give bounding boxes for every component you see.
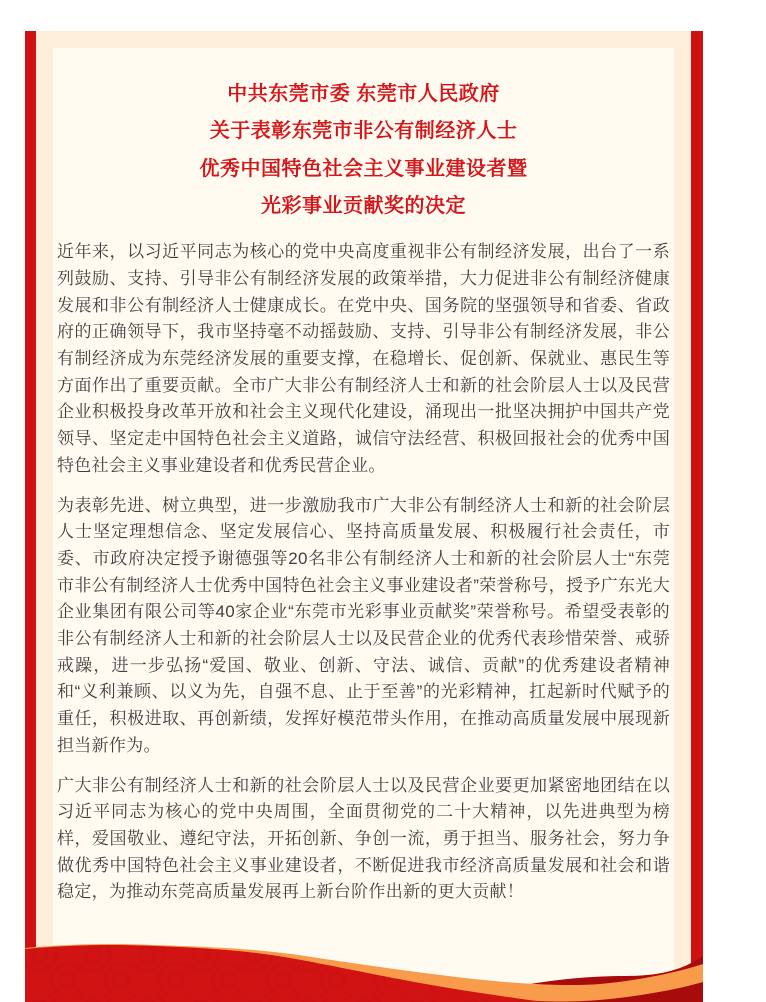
document-content-area xyxy=(53,48,674,1002)
footer-wave-decoration xyxy=(25,940,703,1002)
title-line-3: 优秀中国特色社会主义事业建设者暨 xyxy=(199,157,528,180)
document-body xyxy=(57,239,670,906)
title-line-2: 关于表彰东莞市非公有制经济人士 xyxy=(209,120,518,143)
title-line-4: 光彩事业贡献奖的决定 xyxy=(261,194,466,217)
title-line-1: 中共东莞市委 东莞市人民政府 xyxy=(227,83,500,105)
paragraph-1: 近年来，以习近平同志为核心的党中央高度重视非公有制经济发展，出台了一系列鼓励、支持、引导非公有制经济发展的政策举措，大力促进非公有制经济健康发展和非公有制经济人士健康成长。在党中央、国务院的坚强领导和省委、省政府的正确领导下，我市坚持毫不动摇鼓励、支持、引导非公有制经济发展，非公有制经济成为东莞经济发展的重要支撑，在稳增长、促创新、保就业、惠民生等方面作出了重要贡献。全市广大非公有制经济人士和新的社会阶层人士以及民营企业积极投身改革开放和社会主义现代化建设，涌现出一批坚决拥护中国共产党领导、坚定走中国特色社会主义道路，诚信守法经营、积极回报社会的优秀中国特色社会主义事业建设者和优秀民营企业。 xyxy=(57,242,670,475)
paragraph-3: 广大非公有制经济人士和新的社会阶层人士以及民营企业要更加紧密地团结在以习近平同志为核心的党中央周围，全面贯彻党的二十大精神，以先进典型为榜样，爱国敬业、遵纪守法，开拓创新、争创一流，勇于担当、服务社会，努力争做优秀中国特色社会主义事业建设者，不断促进我市经济高质量发展和社会和谐稳定，为推动东莞高质量发展再上新台阶作出新的更大贡献！ xyxy=(57,775,670,902)
document-title xyxy=(57,76,670,225)
document-card xyxy=(25,31,703,1002)
paragraph-2: 为表彰先进、树立典型，进一步激励我市广大非公有制经济人士和新的社会阶层人士坚定理想信念、坚定发展信心、坚持高质量发展、积极履行社会责任，市委、市政府决定授予谢德强等20名非公有制经济人士和新的社会阶层人士“东莞市非公有制经济人士优秀中国特色社会主义事业建设者”荣誉称号，授予广东光大企业集团有限公司等40家企业“东莞市光彩事业贡献奖”荣誉称号。希望受表彰的非公有制经济人士和新的社会阶层人士以及民营企业的优秀代表珍惜荣誉、戒骄戒躁，进一步弘扬“爱国、敬业、创新、守法、诚信、贡献”的优秀建设者精神和“义利兼顾、以义为先，自强不息、止于至善”的光彩精神，扛起新时代赋予的重任，积极进取、再创新绩，发挥好模范带头作用，在推动高质量发展中展现新担当新作为。 xyxy=(57,495,670,755)
